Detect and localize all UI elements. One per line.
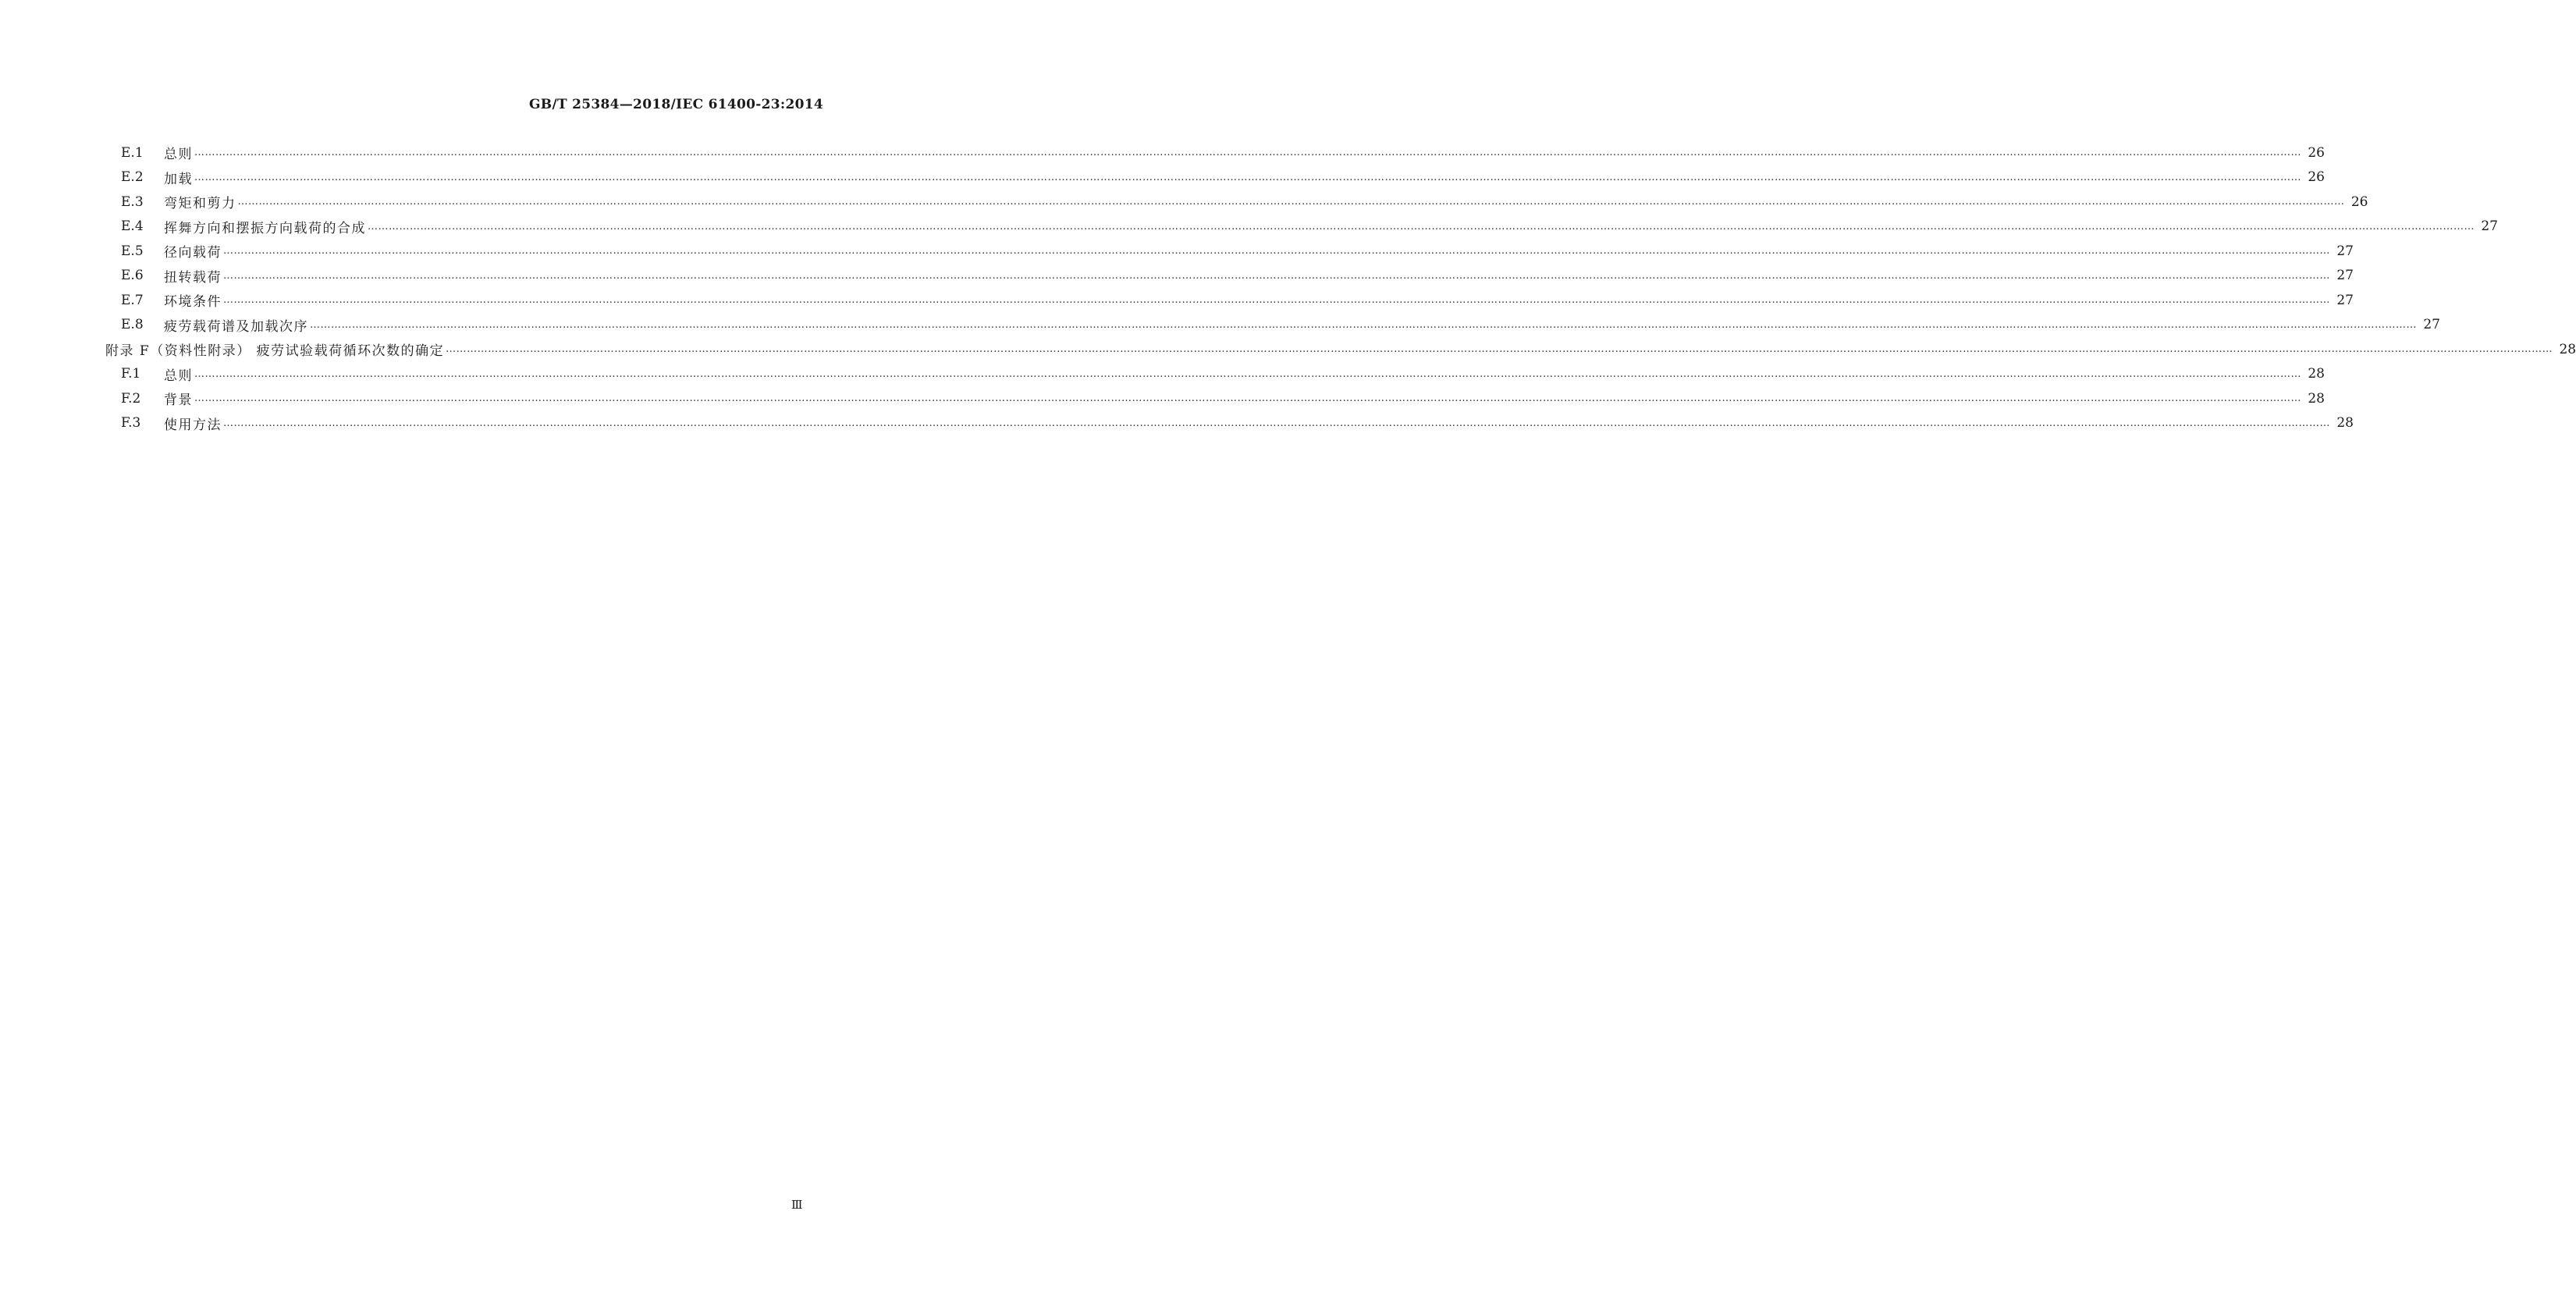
toc-entry-number: E.7 <box>121 292 144 308</box>
dot-leader: …………………………………………………………………………………………………………………………………………………………………………………………………………………………………………………………………………………………………………………………………………………………………………………………………………………………………………………………………………………………………………………………………………………… <box>223 294 2330 307</box>
dot-leader: …………………………………………………………………………………………………………………………………………………………………………………………………………………………………………………………………………………………………………………………………………………………………………………………………………………………………………………………………………………………………………………………………………………… <box>446 343 2553 356</box>
toc-entry-number: E.2 <box>121 169 144 186</box>
dot-leader: …………………………………………………………………………………………………………………………………………………………………………………………………………………………………………………………………………………………………………………………………………………………………………………………………………………………………………………………………………………………………………………………………………………… <box>310 318 2417 331</box>
toc-entry-title: 疲劳载荷谱及加载次序 <box>164 318 308 335</box>
toc-entry-page: 28 <box>2559 341 2576 357</box>
running-header <box>529 97 823 112</box>
dot-leader: …………………………………………………………………………………………………………………………………………………………………………………………………………………………………………………………………………………………………………………………………………………………………………………………………………………………………………………………………………………………………………………………………………………… <box>223 417 2330 429</box>
toc-entry-title: 加载 <box>164 171 193 187</box>
toc-entry[interactable] <box>105 239 2354 264</box>
toc-entry[interactable] <box>105 140 2325 165</box>
toc-appendix-entry[interactable] <box>105 337 2576 362</box>
page-folio: Ⅲ <box>791 1198 803 1212</box>
dot-leader: …………………………………………………………………………………………………………………………………………………………………………………………………………………………………………………………………………………………………………………………………………………………………………………………………………………………………………………………………………………………………………………………………………………… <box>194 368 2301 380</box>
toc-entry-page: 27 <box>2423 317 2440 333</box>
toc-entry-title: 使用方法 <box>164 417 222 433</box>
dot-leader: …………………………………………………………………………………………………………………………………………………………………………………………………………………………………………………………………………………………………………………………………………………………………………………………………………………………………………………………………………………………………………………………………………………… <box>194 392 2301 405</box>
dot-leader: …………………………………………………………………………………………………………………………………………………………………………………………………………………………………………………………………………………………………………………………………………………………………………………………………………………………………………………………………………………………………………………………………………………… <box>194 171 2301 183</box>
toc-entry[interactable] <box>105 411 2354 436</box>
toc-entry[interactable] <box>105 190 2368 215</box>
toc-entry-page: 27 <box>2336 243 2354 259</box>
toc-entry-title: 径向载荷 <box>164 245 222 261</box>
toc-entry-title: 背景 <box>164 392 193 409</box>
dot-leader: …………………………………………………………………………………………………………………………………………………………………………………………………………………………………………………………………………………………………………………………………………………………………………………………………………………………………………………………………………………………………………………………………………………… <box>237 196 2345 208</box>
toc-entry-page: 27 <box>2481 218 2498 235</box>
toc-entry[interactable] <box>105 386 2325 411</box>
toc-entry[interactable] <box>105 313 2440 338</box>
toc-entry-title: 附录 F（资料性附录） 疲劳试验载荷循环次数的确定 <box>105 343 445 360</box>
toc-entry-number: E.5 <box>121 243 144 259</box>
toc-entry-title: 弯矩和剪力 <box>164 196 236 212</box>
toc-entry-number: F.2 <box>121 390 141 407</box>
toc-entry-number: E.4 <box>121 218 144 235</box>
dot-leader: …………………………………………………………………………………………………………………………………………………………………………………………………………………………………………………………………………………………………………………………………………………………………………………………………………………………………………………………………………………………………………………………………………………… <box>368 220 2475 233</box>
toc-entry-page: 28 <box>2336 415 2354 431</box>
toc-entry-number: E.8 <box>121 317 144 333</box>
toc-entry-page: 26 <box>2308 169 2325 186</box>
toc-entry-page: 28 <box>2308 366 2325 382</box>
toc-entry-title: 挥舞方向和摆振方向载荷的合成 <box>164 220 366 236</box>
toc-entry[interactable] <box>105 288 2354 313</box>
toc-entry-page: 26 <box>2350 194 2368 210</box>
toc-entry-number: E.3 <box>121 194 144 210</box>
toc-entry-page: 28 <box>2308 390 2325 407</box>
toc-entry-page: 26 <box>2308 144 2325 161</box>
dot-leader: …………………………………………………………………………………………………………………………………………………………………………………………………………………………………………………………………………………………………………………………………………………………………………………………………………………………………………………………………………………………………………………………………………………… <box>223 245 2330 257</box>
toc-entry-page: 27 <box>2336 268 2354 284</box>
toc-entry[interactable] <box>105 165 2325 190</box>
toc-entry-number: E.1 <box>121 144 144 161</box>
table-of-contents <box>105 140 2576 435</box>
standard-code: GB/T 25384—2018/IEC 61400-23:2014 <box>528 97 823 112</box>
toc-entry-title: 扭转载荷 <box>164 269 222 286</box>
toc-entry-title: 总则 <box>164 147 193 163</box>
dot-leader: …………………………………………………………………………………………………………………………………………………………………………………………………………………………………………………………………………………………………………………………………………………………………………………………………………………………………………………………………………………………………………………………………………………… <box>194 147 2301 159</box>
toc-entry-number: F.3 <box>121 415 141 431</box>
toc-entry-title: 总则 <box>164 368 193 384</box>
toc-entry[interactable] <box>105 215 2498 240</box>
toc-entry[interactable] <box>105 362 2325 387</box>
toc-entry-page: 27 <box>2336 292 2354 308</box>
toc-entry-title: 环境条件 <box>164 294 222 311</box>
dot-leader: …………………………………………………………………………………………………………………………………………………………………………………………………………………………………………………………………………………………………………………………………………………………………………………………………………………………………………………………………………………………………………………………………………………… <box>223 269 2330 282</box>
toc-entry-number: F.1 <box>121 366 141 382</box>
toc-entry[interactable] <box>105 264 2354 289</box>
toc-entry-number: E.6 <box>121 268 144 284</box>
